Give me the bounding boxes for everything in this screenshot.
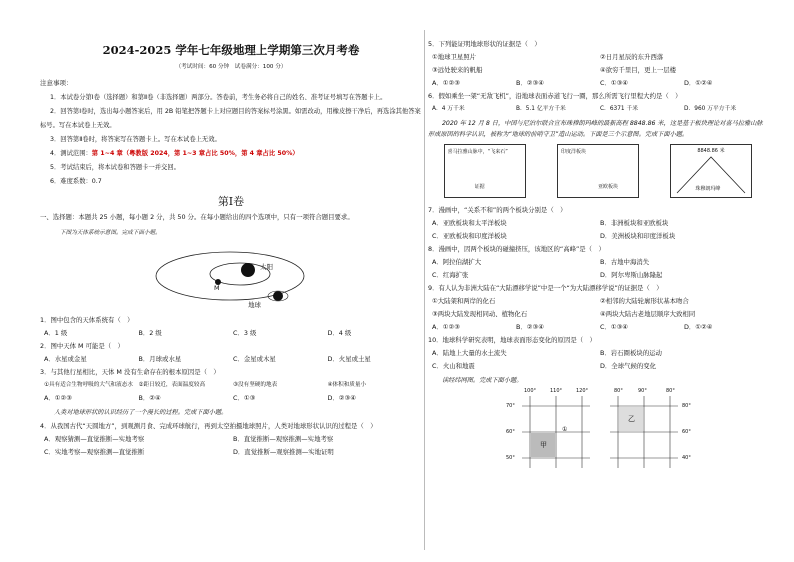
option-c[interactable]: C．亚欧板块和印度洋板块 (432, 232, 507, 240)
notice-heading: 注意事项： (40, 79, 73, 87)
option-b[interactable]: B．②③④ (516, 323, 544, 331)
scope-red-text: 第 1~4 章（粤教版 2024，第 1~3 章占比 50%，第 4 章占比 50%） (91, 150, 299, 157)
question-stem: 7．漫画中，“关系不和”的两个板块分别是（ ） (428, 206, 567, 214)
option-b[interactable]: B．5.1 亿平方千米 (516, 106, 566, 112)
notice-item: 2．回答第Ⅰ卷时，选出每小题答案后，用 2B 铅笔把答题卡上对应题目的答案标号涂黑。如需改动，用橡皮擦干净后，再选涂其他答案标号。写在本试卷上无效。 (40, 108, 421, 129)
question-stem: 2．图中天体 M 可能是（ ） (40, 342, 124, 350)
exam-subtitle: （考试时间：60 分钟 试卷满分：100 分） (175, 64, 287, 70)
lon-label: 100° (524, 388, 537, 394)
option-b[interactable]: B．岩石圈板块的运动 (600, 349, 662, 357)
notice-item: 5．考试结束后，将本试卷和答题卡一并交回。 (50, 164, 180, 171)
notice-list (40, 91, 422, 189)
left-column (40, 38, 422, 459)
lon-label: 80° (614, 388, 623, 394)
option-a[interactable]: A．①②③ (44, 394, 72, 402)
right-column (428, 38, 768, 478)
option-d[interactable]: D．960 万平方千米 (684, 106, 737, 112)
lon-label: 110° (550, 388, 563, 394)
option-a[interactable]: A．4 万千米 (432, 106, 465, 112)
group-stem: 2020 年 12 月 8 日，中国与尼泊尔联合宣布珠穆朗玛峰的最新高程 8848.86 米，这是基于板块理论对喜马拉雅山脉形成原因的科学认识，被称为“地球的前哨守卫”造山运动。下面是三个示意图。完成下面小题。 (428, 120, 763, 138)
question-block (40, 314, 422, 459)
label-point-1: ① (562, 426, 568, 433)
option-d[interactable]: D．火星或土星 (327, 355, 371, 363)
option-d[interactable]: D．全球气候的变化 (600, 362, 657, 370)
statement: ④体积和质量小 (327, 382, 367, 388)
option-b[interactable]: B．古地中海消失 (600, 258, 650, 266)
sun-label: 太阳 (260, 263, 273, 271)
options-row (428, 256, 768, 269)
cartoon-caption: 8848.86 米 (697, 148, 725, 154)
graticule-diagram (428, 388, 768, 478)
cartoon-sub: 证据 (474, 184, 485, 190)
option-b[interactable]: B．直觉推断—观察推测—实地考察 (233, 435, 334, 443)
notice-item: 1．本试卷分第Ⅰ卷（选择题）和第Ⅱ卷（非选择题）两部分。答卷前，考生务必将自己的姓名、准考证号填写在答题卡上。 (50, 94, 387, 101)
statements-row (428, 308, 768, 321)
cartoon-sub: 亚欧板块 (597, 184, 618, 190)
statement: ④两块大陆古老地层顺序大致相同 (600, 310, 696, 318)
option-b[interactable]: B．②③④ (516, 79, 544, 87)
cartoon-3 (670, 144, 752, 198)
group-stem: 人类对地球形状的认识经历了一个漫长的过程。完成下面小题。 (54, 409, 228, 416)
option-a[interactable]: A．水星或金星 (44, 355, 87, 363)
lon-label: 80° (666, 388, 675, 394)
notice-item: 6．难度系数：0.7 (50, 178, 102, 185)
statement: ③远处驶来的帆船 (432, 66, 483, 74)
option-a[interactable]: A．陆地上大量的水土流失 (432, 349, 507, 357)
options-row (40, 446, 422, 459)
option-c[interactable]: C．火山和地震 (432, 362, 475, 370)
options-row (428, 321, 768, 334)
lat-label: 80° (682, 403, 691, 409)
statements-row (428, 51, 768, 64)
sun-icon (241, 263, 255, 277)
column-divider (424, 30, 425, 550)
option-d[interactable]: D．①②④ (684, 323, 713, 331)
option-a[interactable]: A．亚欧板块和太平洋板块 (432, 219, 507, 227)
notice-item: 3．回答第Ⅱ卷时，将答案写在答题卡上。写在本试卷上无效。 (50, 136, 221, 143)
options-row (40, 392, 422, 405)
lat-label: 60° (506, 429, 515, 435)
earth-icon (273, 291, 283, 301)
question-stem: 3．与其他行星相比，天体 M 没有生命存在的根本原因是（ ） (40, 368, 220, 376)
earth-label: 地球 (248, 301, 261, 309)
option-b[interactable]: B．②④ (138, 394, 161, 402)
lon-label: 120° (576, 388, 589, 394)
cartoon-figures (428, 144, 768, 198)
option-c[interactable]: C．金星或木星 (233, 355, 276, 363)
options-row (40, 327, 422, 340)
question-stem: 6．假如乘坐一架“无敌飞机”，沿地球表面赤道飞行一圈，那么所需飞行里程大约是（ ） (428, 92, 682, 100)
option-c[interactable]: C．①③④ (600, 79, 629, 87)
options-row (428, 269, 768, 282)
cartoon-sub: 珠穆朗玛峰 (695, 186, 721, 192)
options-row (428, 360, 768, 373)
m-label: M (214, 284, 220, 292)
statement: ②日月星辰的东升西落 (600, 53, 664, 61)
statement: ③两块大陆发现相同动、植物化石 (432, 310, 528, 318)
label-jia: 甲 (540, 441, 547, 449)
options-row (428, 230, 768, 243)
options-row (428, 77, 768, 90)
celestial-system-figure (40, 238, 422, 310)
statement: ④欲穷千里目，更上一层楼 (600, 66, 677, 74)
option-a[interactable]: A．①②③ (432, 79, 460, 87)
option-d[interactable]: D．①②④ (684, 79, 713, 87)
lat-label: 70° (506, 403, 515, 409)
statement: ②距日较近，表面温度较高 (138, 382, 206, 388)
section-title: 第Ⅰ卷 (217, 195, 245, 208)
option-c[interactable]: C．红海扩张 (432, 271, 469, 279)
options-row (428, 103, 768, 116)
option-d[interactable]: D．②③④ (327, 394, 356, 402)
option-d[interactable]: D．美洲板块和印度洋板块 (600, 232, 676, 240)
exam-title: 2024-2025 学年七年级地理上学期第三次月考卷 (102, 43, 360, 57)
lat-label: 50° (506, 455, 515, 461)
option-b[interactable]: B．非洲板块和亚欧板块 (600, 219, 669, 227)
options-row (428, 217, 768, 230)
question-stem: 1．图中包含的天体系统有（ ） (40, 316, 134, 324)
statement: ③没有坚硬的地表 (233, 382, 278, 388)
section-description: 一、选择题：本题共 25 小题，每小题 2 分，共 50 分。在每小题给出的四个选项中，只有一项符合题目要求。 (40, 213, 354, 221)
option-c[interactable]: C．①③④ (600, 323, 629, 331)
cartoon-caption: 喜马拉雅山脉中，“飞来石” (447, 149, 508, 155)
statements-row (40, 379, 422, 392)
question-stem: 5．下列能证明地球形状的证据是（ ） (428, 40, 541, 48)
option-a[interactable]: A．阿拉伯湖扩大 (432, 258, 482, 266)
options-row (40, 353, 422, 366)
lat-lon-grid-figure (428, 388, 768, 478)
figure-intro: 下图为天体系统示意图。完成下面小题。 (60, 230, 161, 236)
option-c[interactable]: C．实地考察—观察推测—直觉推断 (44, 448, 145, 456)
option-d[interactable]: D．4 级 (327, 329, 352, 337)
question-stem: 9．有人认为非洲大陆在“大陆漂移学说”中是一个“为大陆漂移学说”的证据是（ ） (428, 284, 663, 292)
statement: ①具有适合生物呼吸的大气和液态水 (44, 382, 133, 388)
cartoon-2 (557, 144, 639, 198)
options-row (428, 347, 768, 360)
option-d[interactable]: D．阿尔卑斯山脉隆起 (600, 271, 663, 279)
group-stem: 读经纬网图。完成下面小题。 (442, 377, 523, 384)
question-stem: 8．漫画中，因两个板块的碰撞挤压，该地区的“高峰”是（ ） (428, 245, 605, 253)
notice-item (40, 147, 422, 161)
option-b[interactable]: B．月球或水星 (138, 355, 182, 363)
option-a[interactable]: A．观察猜测—直觉推断—实地考察 (44, 435, 145, 443)
label-yi: 乙 (628, 415, 635, 423)
option-a[interactable]: A．①②③ (432, 323, 460, 331)
notice-label: 4．测试范围： (50, 150, 92, 157)
cartoon-caption: 印度洋板块 (560, 149, 586, 155)
options-row (40, 433, 422, 446)
statement: ①大陆架和两岸的化石 (432, 297, 496, 305)
option-c[interactable]: C．①③ (233, 394, 256, 402)
question-stem: 4．从我国古代“天圆地方”，到观测月食、完成环球航行，再到太空拍摄地球照片，人类对地球形状认识的过程是（ ） (40, 422, 377, 430)
statement: ②相邻的大陆轮廓形状基本吻合 (600, 297, 689, 305)
option-c[interactable]: C．3 级 (233, 329, 257, 337)
orbit-diagram (130, 238, 330, 310)
option-d[interactable]: D．直觉推断—观察推测—实地证明 (233, 448, 334, 456)
question-stem: 10．地球科学研究表明，地球表面形态变化的原因是（ ） (428, 336, 596, 344)
cartoon-1 (444, 144, 526, 198)
statements-row (428, 64, 768, 77)
statements-row (428, 295, 768, 308)
option-c[interactable]: C．6371 千米 (600, 106, 639, 112)
lat-label: 60° (682, 429, 691, 435)
lon-label: 90° (638, 388, 647, 394)
lat-label: 40° (682, 455, 691, 461)
option-b[interactable]: B．2 级 (138, 329, 162, 337)
statement: ①地球卫星照片 (432, 53, 477, 61)
option-a[interactable]: A．1 级 (44, 329, 68, 337)
